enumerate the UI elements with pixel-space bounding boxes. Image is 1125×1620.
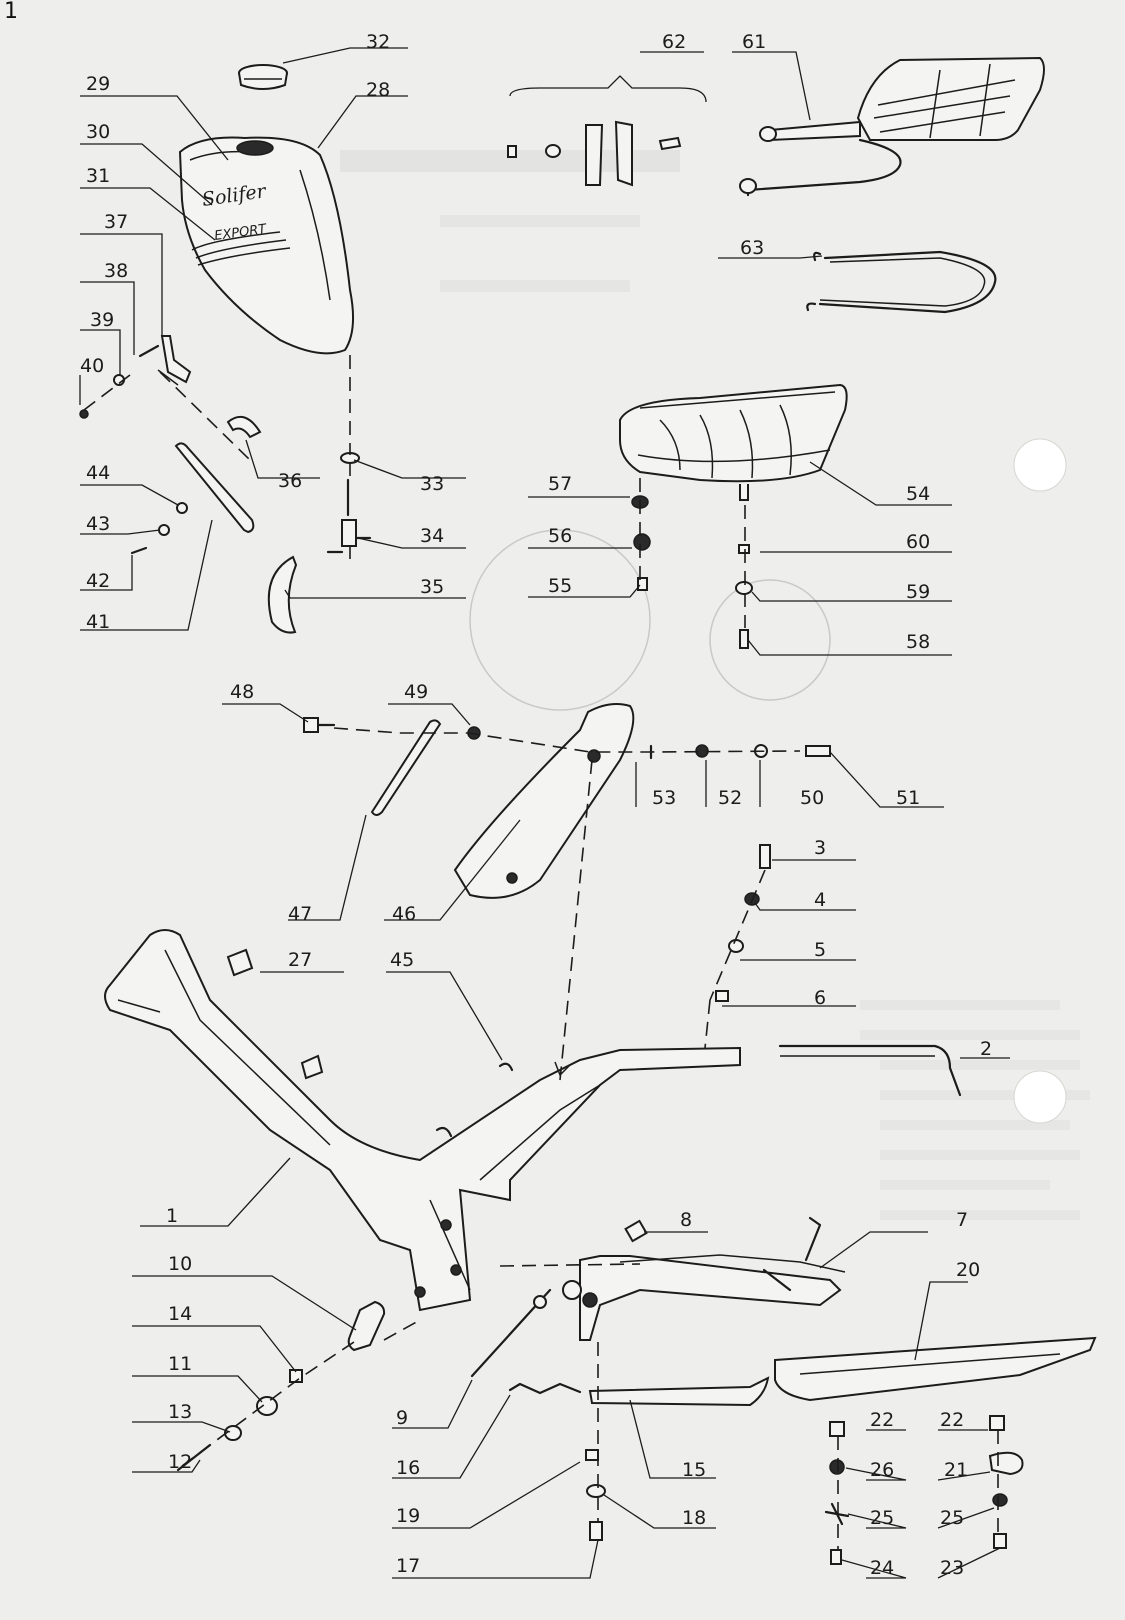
- part-2-rubber-tube: [780, 1046, 960, 1095]
- callout-8: 8: [680, 1209, 693, 1231]
- part-16-spring: [510, 1384, 580, 1393]
- part-15-stand: [590, 1378, 768, 1405]
- part-59-washer: [736, 582, 752, 594]
- part-6-spacer: [716, 991, 728, 1001]
- callout-21: 21: [944, 1459, 969, 1481]
- callout-39: 39: [90, 309, 115, 331]
- callout-16: 16: [396, 1457, 421, 1479]
- callout-29: 29: [86, 73, 111, 95]
- part-27-bushing-lower: [302, 1056, 322, 1078]
- callout-43: 43: [86, 513, 111, 535]
- callout-6: 6: [814, 987, 827, 1009]
- part-5-washer: [729, 940, 743, 952]
- part-21-bracket: [990, 1453, 1023, 1474]
- callout-15: 15: [682, 1459, 707, 1481]
- callout-25-right: 25: [940, 1507, 965, 1529]
- rack-group: [508, 58, 1044, 312]
- callout-4: 4: [814, 889, 827, 911]
- part-51-bolt: [806, 746, 830, 756]
- binder-hole-top: [1014, 439, 1066, 491]
- callout-31: 31: [86, 165, 111, 187]
- page-corner-number: 1: [4, 0, 18, 24]
- callout-58: 58: [906, 631, 931, 653]
- callout-9: 9: [396, 1407, 409, 1429]
- callout-1: 1: [166, 1205, 179, 1227]
- callout-49: 49: [404, 681, 429, 703]
- callout-5: 5: [814, 939, 827, 961]
- callout-60: 60: [906, 531, 931, 553]
- tank-model-badge: EXPORT: [213, 221, 268, 244]
- callout-54: 54: [906, 483, 931, 505]
- part-23-screw: [994, 1534, 1006, 1548]
- part-45-clip-a: [500, 1064, 512, 1070]
- callout-22-left: 22: [870, 1409, 895, 1431]
- part-28-fuel-tank: [180, 138, 353, 354]
- part-56-washer: [634, 534, 650, 550]
- part-24-screw: [831, 1550, 841, 1564]
- part-48-screw: [304, 718, 334, 732]
- callout-55: 55: [548, 575, 573, 597]
- part-37-tank-bracket: [158, 336, 190, 385]
- callout-11: 11: [168, 1353, 193, 1375]
- callout-52: 52: [718, 787, 743, 809]
- callout-12: 12: [168, 1451, 193, 1473]
- callout-14: 14: [168, 1303, 193, 1325]
- part-61-luggage-rack: [740, 58, 1044, 195]
- callout-50: 50: [800, 787, 825, 809]
- callout-10: 10: [168, 1253, 193, 1275]
- callout-41: 41: [86, 611, 111, 633]
- callout-17: 17: [396, 1555, 421, 1577]
- callout-45: 45: [390, 949, 415, 971]
- callout-7: 7: [956, 1209, 969, 1231]
- part-54-seat: [620, 385, 847, 481]
- part-63-bungee-strap: [807, 252, 995, 312]
- part-25-lockwasher-left: [826, 1504, 848, 1524]
- callout-24: 24: [870, 1557, 895, 1579]
- callout-34: 34: [420, 525, 445, 547]
- callout-40: 40: [80, 355, 105, 377]
- part-3-bolt: [760, 845, 770, 868]
- part-47-rubber-edge: [372, 720, 440, 815]
- callout-23: 23: [940, 1557, 965, 1579]
- part-7-swingarm: [580, 1256, 840, 1340]
- part-60-nut: [739, 545, 749, 553]
- part-32-filler-cap: [239, 65, 287, 89]
- fuel-tank-group: [80, 65, 370, 633]
- callout-37: 37: [104, 211, 129, 233]
- part-36-rubber-pad: [228, 417, 260, 437]
- callout-27: 27: [288, 949, 313, 971]
- callout-48: 48: [230, 681, 255, 703]
- callout-25-left: 25: [870, 1507, 895, 1529]
- side-cover-group: [304, 704, 830, 898]
- callout-62: 62: [662, 31, 687, 53]
- callout-59: 59: [906, 581, 931, 603]
- frame-group: [105, 845, 960, 1310]
- callout-47: 47: [288, 903, 313, 925]
- callout-20: 20: [956, 1259, 981, 1281]
- callout-38: 38: [104, 260, 129, 282]
- callout-63: 63: [740, 237, 765, 259]
- callout-51: 51: [896, 787, 921, 809]
- callout-2: 2: [980, 1038, 993, 1060]
- seat-group: [620, 385, 847, 648]
- part-8-bushing: [626, 1221, 647, 1241]
- callout-61: 61: [742, 31, 767, 53]
- callout-46: 46: [392, 903, 417, 925]
- part-27-bushing-upper: [228, 950, 252, 975]
- binder-hole-bottom: [1014, 1071, 1066, 1123]
- part-26-nut: [830, 1460, 844, 1474]
- callout-35: 35: [420, 576, 445, 598]
- tank-brand-logo: Solifer: [200, 180, 268, 211]
- callout-33: 33: [420, 473, 445, 495]
- callout-57: 57: [548, 473, 573, 495]
- part-20-chain-guard: [775, 1338, 1095, 1400]
- callout-13: 13: [168, 1401, 193, 1423]
- part-18-washer: [587, 1485, 605, 1497]
- callout-22-right: 22: [940, 1409, 965, 1431]
- callout-42: 42: [86, 570, 111, 592]
- callout-56: 56: [548, 525, 573, 547]
- part-22-spacer-left: [830, 1422, 844, 1436]
- callout-30: 30: [86, 121, 111, 143]
- part-1-main-frame: [105, 930, 740, 1310]
- callout-53: 53: [652, 787, 677, 809]
- callout-44: 44: [86, 462, 111, 484]
- callout-32: 32: [366, 31, 391, 53]
- part-45-clip-b: [437, 1128, 451, 1136]
- callout-18: 18: [682, 1507, 707, 1529]
- part-17-bolt: [590, 1522, 602, 1540]
- part-22-spacer-right: [990, 1416, 1004, 1430]
- callout-28: 28: [366, 79, 391, 101]
- callout-19: 19: [396, 1505, 421, 1527]
- part-41-tank-strap: [176, 443, 253, 532]
- callout-26: 26: [870, 1459, 895, 1481]
- part-25-lockwasher-right: [993, 1494, 1007, 1506]
- callout-3: 3: [814, 837, 827, 859]
- part-19-spacer: [586, 1450, 598, 1460]
- fasteners-42-43-44: [132, 503, 187, 553]
- part-58-bolt: [740, 630, 748, 648]
- callout-36: 36: [278, 470, 303, 492]
- chainguard-group: [775, 1338, 1095, 1564]
